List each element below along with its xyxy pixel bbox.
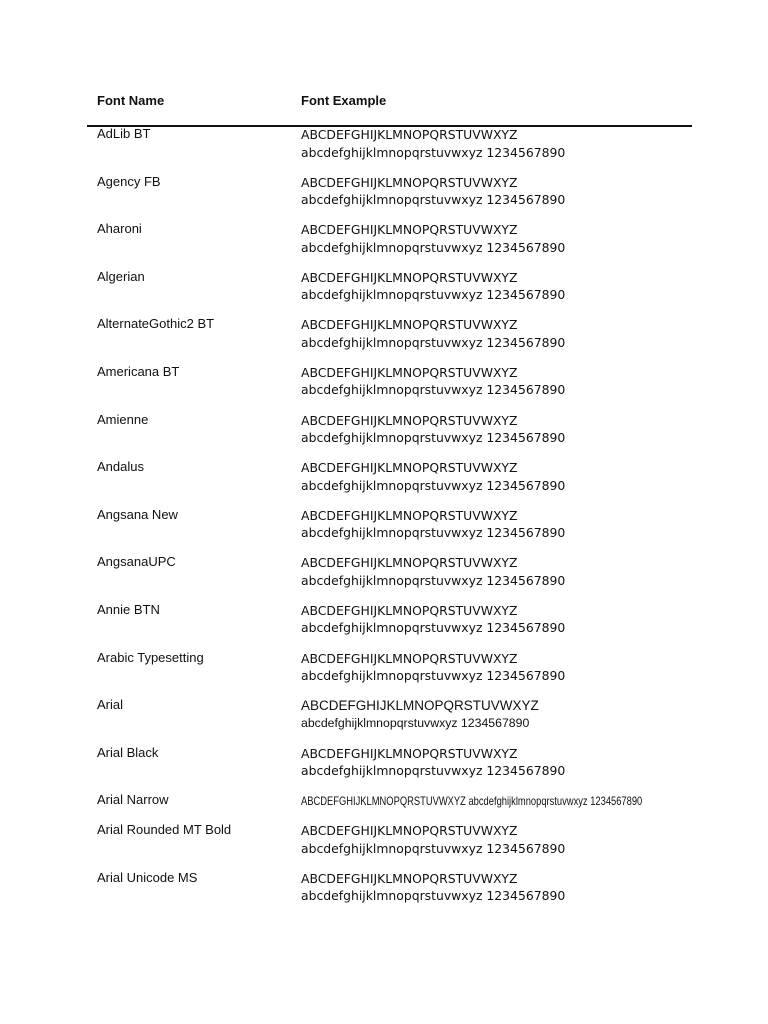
font-example-lowercase: abcdefghijklmnopqrstuvwxyz 1234567890	[301, 239, 566, 255]
table-row	[97, 173, 697, 221]
font-example-lowercase: abcdefghijklmnopqrstuvwxyz 1234567890	[301, 620, 566, 636]
font-example	[301, 412, 565, 447]
font-name: AlternateGothic2 BT	[97, 316, 215, 332]
font-example-uppercase: ABCDEFGHIJKLMNOPQRSTUVWXYZ	[301, 127, 518, 142]
table-row	[97, 411, 697, 459]
table-row	[97, 553, 697, 601]
font-name: Aharoni	[97, 221, 142, 237]
table-header	[97, 93, 692, 113]
font-example	[301, 822, 565, 857]
table-row	[97, 601, 697, 649]
font-name: Arial Rounded MT Bold	[97, 822, 232, 838]
table-row	[97, 220, 697, 268]
table-row	[97, 821, 697, 869]
font-example-column-header: Font Example	[301, 93, 387, 108]
font-name: Arial	[97, 697, 124, 713]
table-row	[97, 791, 697, 821]
font-example	[301, 870, 565, 905]
font-example-lowercase: abcdefghijklmnopqrstuvwxyz 1234567890	[301, 840, 566, 856]
font-example-uppercase: ABCDEFGHIJKLMNOPQRSTUVWXYZ	[301, 555, 518, 571]
font-example-uppercase: ABCDEFGHIJKLMNOPQRSTUVWXYZ	[301, 650, 518, 666]
font-example	[301, 554, 565, 589]
font-example	[301, 745, 565, 780]
table-row	[97, 696, 697, 744]
font-example-lowercase: abcdefghijklmnopqrstuvwxyz 1234567890	[301, 334, 566, 350]
table-row	[97, 268, 697, 316]
font-example-uppercase: ABCDEFGHIJKLMNOPQRSTUVWXYZ	[301, 602, 518, 618]
table-row	[97, 363, 697, 411]
font-example	[301, 793, 642, 811]
font-example-uppercase: ABCDEFGHIJKLMNOPQRSTUVWXYZ	[301, 794, 466, 809]
font-example	[301, 221, 565, 256]
font-example	[301, 126, 565, 161]
font-example-uppercase: ABCDEFGHIJKLMNOPQRSTUVWXYZ	[301, 222, 518, 238]
font-example-lowercase: abcdefghijklmnopqrstuvwxyz 1234567890	[301, 525, 566, 541]
font-example-uppercase: ABCDEFGHIJKLMNOPQRSTUVWXYZ	[301, 823, 518, 839]
font-example-lowercase: abcdefghijklmnopqrstuvwxyz 1234567890	[301, 382, 566, 398]
font-name: Angsana New	[97, 506, 178, 522]
table-row	[97, 506, 697, 554]
font-example-uppercase: ABCDEFGHIJKLMNOPQRSTUVWXYZ	[301, 317, 518, 333]
font-example	[301, 602, 565, 637]
font-example	[301, 174, 565, 209]
table-row	[97, 458, 697, 506]
font-example	[301, 507, 565, 542]
font-name: Agency FB	[97, 173, 161, 189]
font-example-uppercase: ABCDEFGHIJKLMNOPQRSTUVWXYZ	[301, 745, 518, 761]
font-name-column-header: Font Name	[97, 93, 165, 108]
font-example	[301, 650, 565, 685]
font-example-lowercase: abcdefghijklmnopqrstuvwxyz 1234567890	[301, 668, 566, 684]
font-example	[301, 316, 565, 351]
font-example-uppercase: ABCDEFGHIJKLMNOPQRSTUVWXYZ	[301, 507, 518, 523]
font-name: AdLib BT	[97, 126, 151, 141]
font-example-uppercase: ABCDEFGHIJKLMNOPQRSTUVWXYZ	[301, 698, 539, 714]
font-table	[97, 125, 697, 917]
table-row	[97, 869, 697, 917]
font-example-lowercase: abcdefghijklmnopqrstuvwxyz 1234567890	[301, 715, 530, 730]
font-example-uppercase: ABCDEFGHIJKLMNOPQRSTUVWXYZ	[301, 460, 518, 476]
font-example-uppercase: ABCDEFGHIJKLMNOPQRSTUVWXYZ	[301, 174, 518, 190]
font-example-uppercase: ABCDEFGHIJKLMNOPQRSTUVWXYZ	[301, 870, 518, 886]
font-example-lowercase: abcdefghijklmnopqrstuvwxyz 1234567890	[301, 430, 566, 446]
font-name: Annie BTN	[97, 601, 160, 617]
font-example-lowercase: abcdefghijklmnopqrstuvwxyz 1234567890	[301, 572, 566, 588]
font-name: Andalus	[97, 459, 144, 475]
font-example-lowercase: abcdefghijklmnopqrstuvwxyz 1234567890	[301, 888, 566, 904]
font-example	[301, 364, 565, 399]
table-row	[97, 315, 697, 363]
table-row	[97, 649, 697, 697]
font-name: Arial Unicode MS	[97, 869, 198, 885]
font-example-uppercase: ABCDEFGHIJKLMNOPQRSTUVWXYZ	[301, 412, 518, 428]
font-name: Arabic Typesetting	[97, 649, 204, 665]
font-example-uppercase: ABCDEFGHIJKLMNOPQRSTUVWXYZ	[301, 269, 518, 285]
font-name: Algerian	[97, 268, 145, 284]
font-name: Arial Black	[97, 744, 159, 760]
table-row	[97, 744, 697, 792]
font-example-lowercase: abcdefghijklmnopqrstuvwxyz 1234567890	[301, 287, 566, 303]
font-name: Arial Narrow	[97, 792, 169, 808]
font-example	[301, 269, 565, 304]
font-example-lowercase: abcdefghijklmnopqrstuvwxyz 1234567890	[301, 144, 566, 160]
font-name: Americana BT	[97, 363, 180, 379]
font-example-lowercase: abcdefghijklmnopqrstuvwxyz 1234567890	[301, 477, 566, 493]
font-example-uppercase: ABCDEFGHIJKLMNOPQRSTUVWXYZ	[301, 364, 518, 380]
font-example-lowercase: abcdefghijklmnopqrstuvwxyz 1234567890	[468, 794, 643, 809]
font-example-lowercase: abcdefghijklmnopqrstuvwxyz 1234567890	[301, 763, 566, 779]
font-name: Amienne	[97, 411, 149, 427]
font-name: AngsanaUPC	[97, 554, 176, 570]
table-row	[97, 125, 697, 173]
font-example-lowercase: abcdefghijklmnopqrstuvwxyz 1234567890	[301, 192, 566, 208]
font-example	[301, 697, 539, 732]
font-example	[301, 459, 565, 494]
